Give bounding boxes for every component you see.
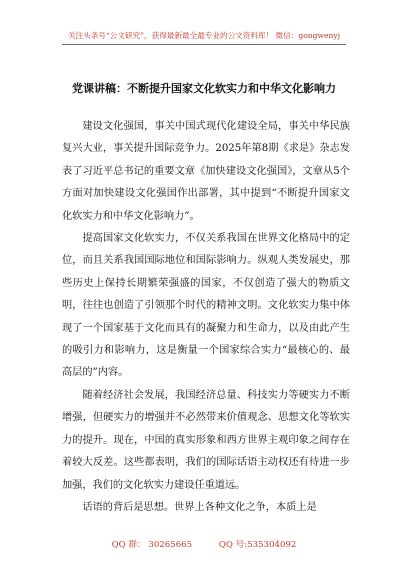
paragraph: 随着经济社会发展，我国经济总量、科技实力等硬实力不断增强，但硬实力的增强并不必然带来价值观念、思想文化等软实力的提升。现在，中国的真实形象和西方世界主观印象之间存在着较大反差。这些都表明，我们的国际话语主动权还有待进一步加强，我们的文化软实力建设任重道远。 bbox=[62, 389, 350, 491]
paragraph: 建设文化强国，事关中国式现代化建设全局，事关中华民族复兴大业，事关提升国际竞争力。2025年第8期《求是》杂志发表了习近平总书记的重要文章《加快建设文化强国》，文章从5个方面对加快建设文化强国作出部署，其中提到“不断提升国家文化软实力和中华文化影响力”。 bbox=[62, 121, 350, 222]
document-title: 党课讲稿：不断提升国家文化软实力和中华文化影响力 bbox=[72, 82, 336, 95]
paragraph: 话语的背后是思想。世界上各种文化之争，本质上是 bbox=[82, 501, 317, 513]
header-notice: 关注头条号“公文研究”，获得最新最全最专业的公文资料库！ 微信：gongwenyj bbox=[67, 31, 341, 40]
footer-qq-group: QQ 群： 30265665 bbox=[111, 540, 193, 550]
header-divider bbox=[62, 44, 346, 45]
footer-contact bbox=[40, 538, 368, 550]
footer-qq-number: QQ 号:535304092 bbox=[218, 540, 297, 550]
paragraph: 提高国家文化软实力，不仅关系我国在世界文化格局中的定位，而且关系我国国际地位和国际影响力。纵观人类发展史，那些历史上保持长期繁荣强盛的国家，不仅创造了强大的物质文明，往往也创造了引领那个时代的精神文明。文化软实力集中体现了一个国家基于文化而具有的凝聚力和生命力，以及由此产生的吸引力和影响力，这是衡量一个国家综合实力“最核心的、最高层的”内容。 bbox=[62, 233, 350, 379]
document-body bbox=[62, 116, 350, 519]
